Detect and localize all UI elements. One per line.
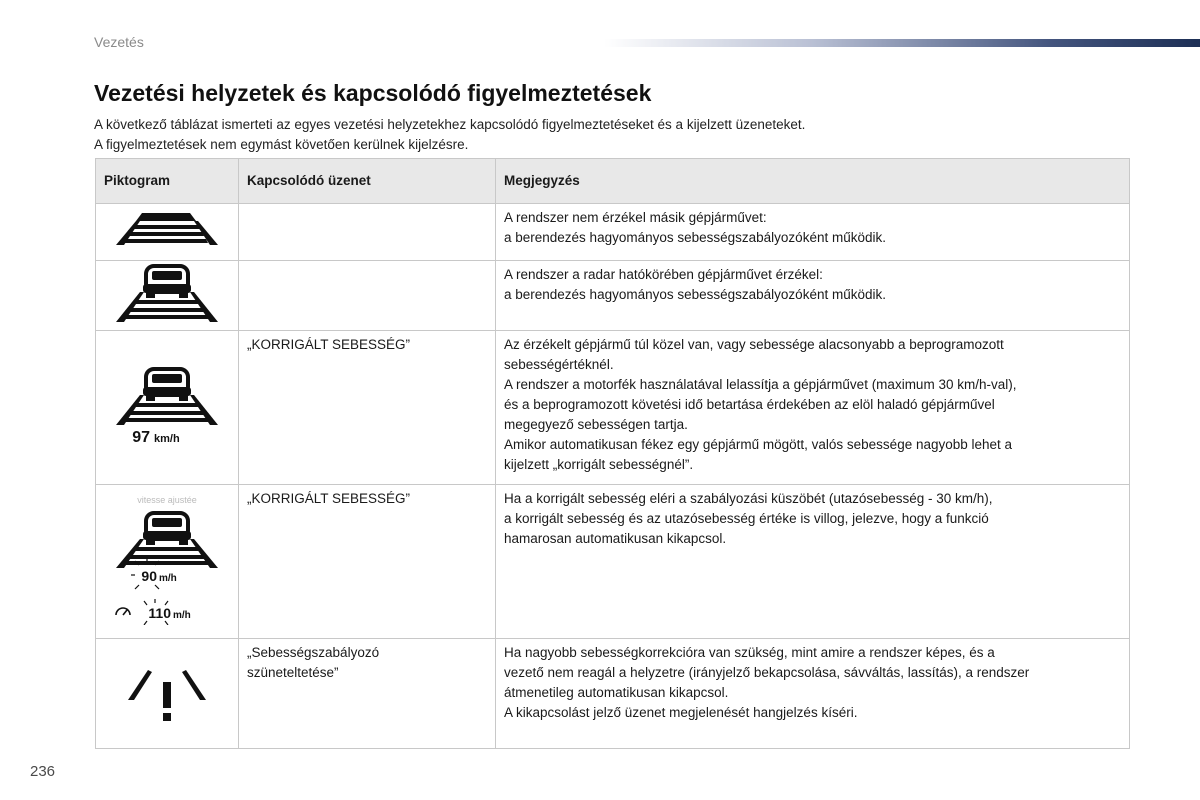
message-cell: „KORRIGÁLT SEBESSÉG” (239, 485, 496, 639)
column-header-message: Kapcsolódó üzenet (239, 159, 496, 204)
note-cell (496, 261, 1130, 331)
table-row (96, 485, 1130, 639)
note-line: A rendszer nem érzékel másik gépjárművet: (504, 210, 767, 225)
message-cell (239, 204, 496, 261)
intro-line: A figyelmeztetések nem egymást követően kerülnek kijelzésre. (94, 137, 469, 152)
message-line: „Sebességszabályozó (247, 645, 380, 660)
note-line: A kikapcsolást jelző üzenet megjelenését hangjelzés kíséri. (504, 705, 858, 720)
table-row (96, 639, 1130, 749)
pictogram-cell (96, 331, 239, 485)
note-cell (496, 485, 1130, 639)
note-line: vezető nem reagál a helyzetre (irányjelző bekapcsolása, sávváltás, lassítás), a rendszer (504, 665, 1030, 680)
page-title: Vezetési helyzetek és kapcsolódó figyelmeztetések (94, 80, 652, 106)
vehicle-detected-icon (112, 262, 222, 324)
page-number: 236 (30, 763, 56, 780)
note-line: Ha nagyobb sebességkorrekcióra van szükség, mint amire a rendszer képes, és a (504, 645, 995, 660)
icon-speed-unit: m/h (159, 572, 177, 584)
note-line: a korrigált sebesség és az utazósebesség értéke is villog, jelezve, hogy a funkció (504, 511, 989, 526)
note-line: kijelzett „korrigált sebességnél”. (504, 457, 694, 472)
icon-speed-unit: km/h (154, 432, 180, 445)
icon-speed-unit-2: m/h (173, 609, 191, 621)
header-gradient-bar (604, 39, 1200, 47)
note-line: a berendezés hagyományos sebességszabályozóként működik. (504, 287, 886, 302)
cruise-control-icon (116, 608, 130, 615)
note-line: Az érzékelt gépjármű túl közel van, vagy sebessége alacsonyabb a beprogramozott (504, 337, 1004, 352)
note-line: Amikor automatikusan fékez egy gépjármű mögött, valós sebessége nagyobb lehet a (504, 437, 1013, 452)
message-cell: „KORRIGÁLT SEBESSÉG” (239, 331, 496, 485)
icon-speed-value: 90 (141, 567, 157, 584)
note-cell (496, 204, 1130, 261)
pictogram-cell (96, 261, 239, 331)
table-row (96, 204, 1130, 261)
table-row (96, 261, 1130, 331)
intro-line: A következő táblázat ismerteti az egyes vezetési helyzetekhez kapcsolódó figyelmeztetéseket és a kijelzett üzeneteket. (94, 117, 806, 132)
intro-text (94, 115, 805, 155)
note-line: átmenetileg automatikusan kikapcsol. (504, 685, 729, 700)
pictogram-cell (96, 204, 239, 261)
note-line: Ha a korrigált sebesség eléri a szabályozási küszöbét (utazósebesség - 30 km/h), (504, 491, 993, 506)
note-line: a berendezés hagyományos sebességszabályozóként működik. (504, 230, 886, 245)
warning-exclamation-icon (112, 656, 222, 726)
note-line: hamarosan automatikusan kikapcsol. (504, 531, 727, 546)
note-cell (496, 639, 1130, 749)
note-cell (496, 331, 1130, 485)
message-cell (239, 261, 496, 331)
icon-speed-value-2: 110 (148, 604, 171, 621)
note-line: megegyező sebességen tartja. (504, 417, 688, 432)
warnings-table (95, 158, 1130, 749)
column-header-pictogram: Piktogram (96, 159, 239, 204)
pictogram-cell (96, 639, 239, 749)
note-line: és a beprogramozott követési idő betartása érdekében az elöl haladó gépjárművel (504, 397, 995, 412)
note-line: A rendszer a radar hatókörében gépjárművet érzékel: (504, 267, 823, 282)
message-line: szüneteltetése” (247, 665, 339, 680)
message-cell (239, 639, 496, 749)
section-label: Vezetés (94, 34, 144, 50)
table-row (96, 331, 1130, 485)
column-header-note: Megjegyzés (496, 159, 1130, 204)
table-header-row (96, 159, 1130, 204)
note-line: A rendszer a motorfék használatával lelassítja a gépjárművet (maximum 30 km/h-val), (504, 377, 1017, 392)
icon-caption: vitesse ajustée (137, 494, 197, 505)
vehicle-flashing-speed-icon (107, 493, 227, 625)
vehicle-speed-icon (112, 365, 222, 445)
road-lanes-icon (112, 209, 222, 249)
pictogram-cell (96, 485, 239, 639)
icon-speed-value: 97 (132, 428, 150, 445)
note-line: sebességértéknél. (504, 357, 614, 372)
